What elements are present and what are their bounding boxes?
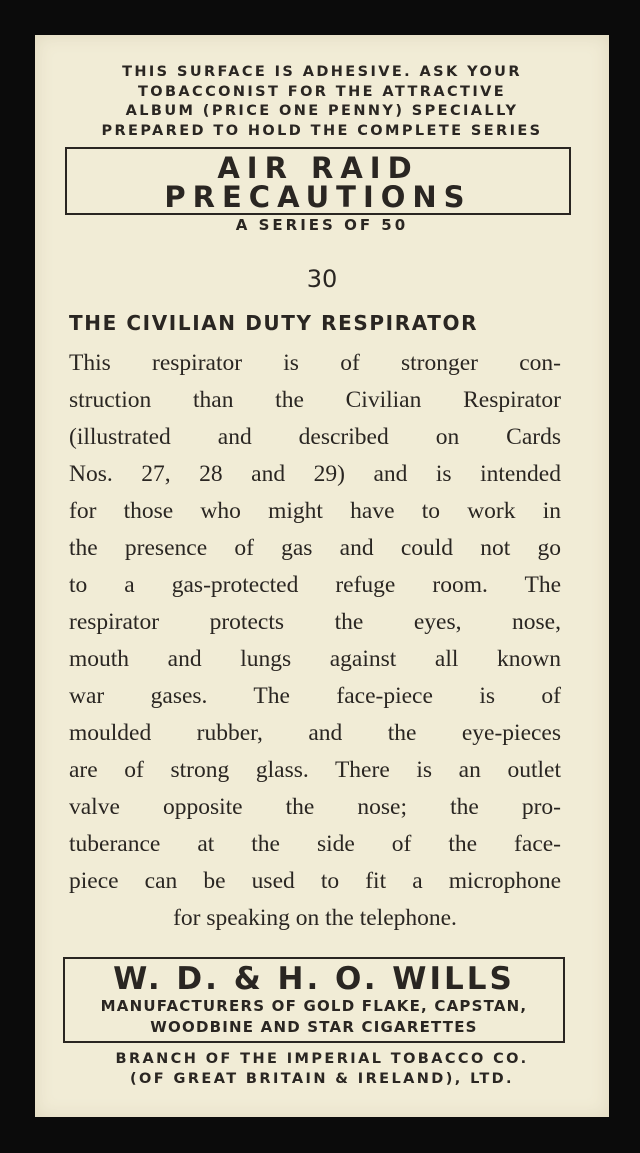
series-title-box — [65, 147, 571, 215]
notice-line: TOBACCONIST FOR THE ATTRACTIVE — [137, 83, 507, 100]
cigarette-card-back — [35, 35, 609, 1117]
body-line: (illustrated and described on Cards — [69, 424, 561, 450]
body-line: respirator protects the eyes, nose, — [69, 609, 561, 635]
card-body-text — [69, 345, 561, 937]
notice-line: PREPARED TO HOLD THE COMPLETE SERIES — [101, 122, 543, 139]
series-title-line: PRECAUTIONS — [164, 180, 472, 214]
body-line: mouth and lungs against all known — [69, 646, 561, 672]
manufacturer-line: MANUFACTURERS OF GOLD FLAKE, CAPSTAN, — [100, 997, 528, 1015]
body-line: Nos. 27, 28 and 29) and is intended — [69, 461, 561, 487]
manufacturer-name: W. D. & H. O. WILLS — [113, 961, 515, 997]
body-line: are of strong glass. There is an outlet — [69, 757, 561, 783]
manufacturer-line: WOODBINE AND STAR CIGARETTES — [150, 1018, 478, 1036]
body-line: for speaking on the telephone. — [173, 905, 457, 931]
body-line: for those who might have to work in — [69, 498, 561, 524]
body-line: moulded rubber, and the eye-pieces — [69, 720, 561, 746]
body-line: This respirator is of stronger con- — [69, 350, 561, 376]
body-line: the presence of gas and could not go — [69, 535, 561, 561]
body-line: war gases. The face-piece is of — [69, 683, 561, 709]
card-number: 30 — [306, 265, 338, 293]
body-line: piece can be used to fit a microphone — [69, 868, 561, 894]
manufacturer-box — [63, 957, 565, 1043]
series-title-line: AIR RAID — [217, 151, 419, 185]
body-line: struction than the Civilian Respirator — [69, 387, 561, 413]
branch-footer — [35, 1049, 609, 1089]
body-line: tuberance at the side of the face- — [69, 831, 561, 857]
card-title: THE CIVILIAN DUTY RESPIRATOR — [69, 311, 479, 335]
branch-line: BRANCH OF THE IMPERIAL TOBACCO CO. — [115, 1051, 529, 1067]
notice-line: ALBUM (PRICE ONE PENNY) SPECIALLY — [125, 103, 519, 119]
body-line: valve opposite the nose; the pro- — [69, 794, 561, 820]
series-subtitle: A SERIES OF 50 — [235, 216, 409, 234]
notice-line: THIS SURFACE IS ADHESIVE. ASK YOUR — [122, 64, 522, 80]
body-line: to a gas-protected refuge room. The — [69, 572, 561, 598]
branch-line: (OF GREAT BRITAIN & IRELAND), LTD. — [130, 1071, 514, 1087]
adhesive-notice — [35, 63, 609, 141]
